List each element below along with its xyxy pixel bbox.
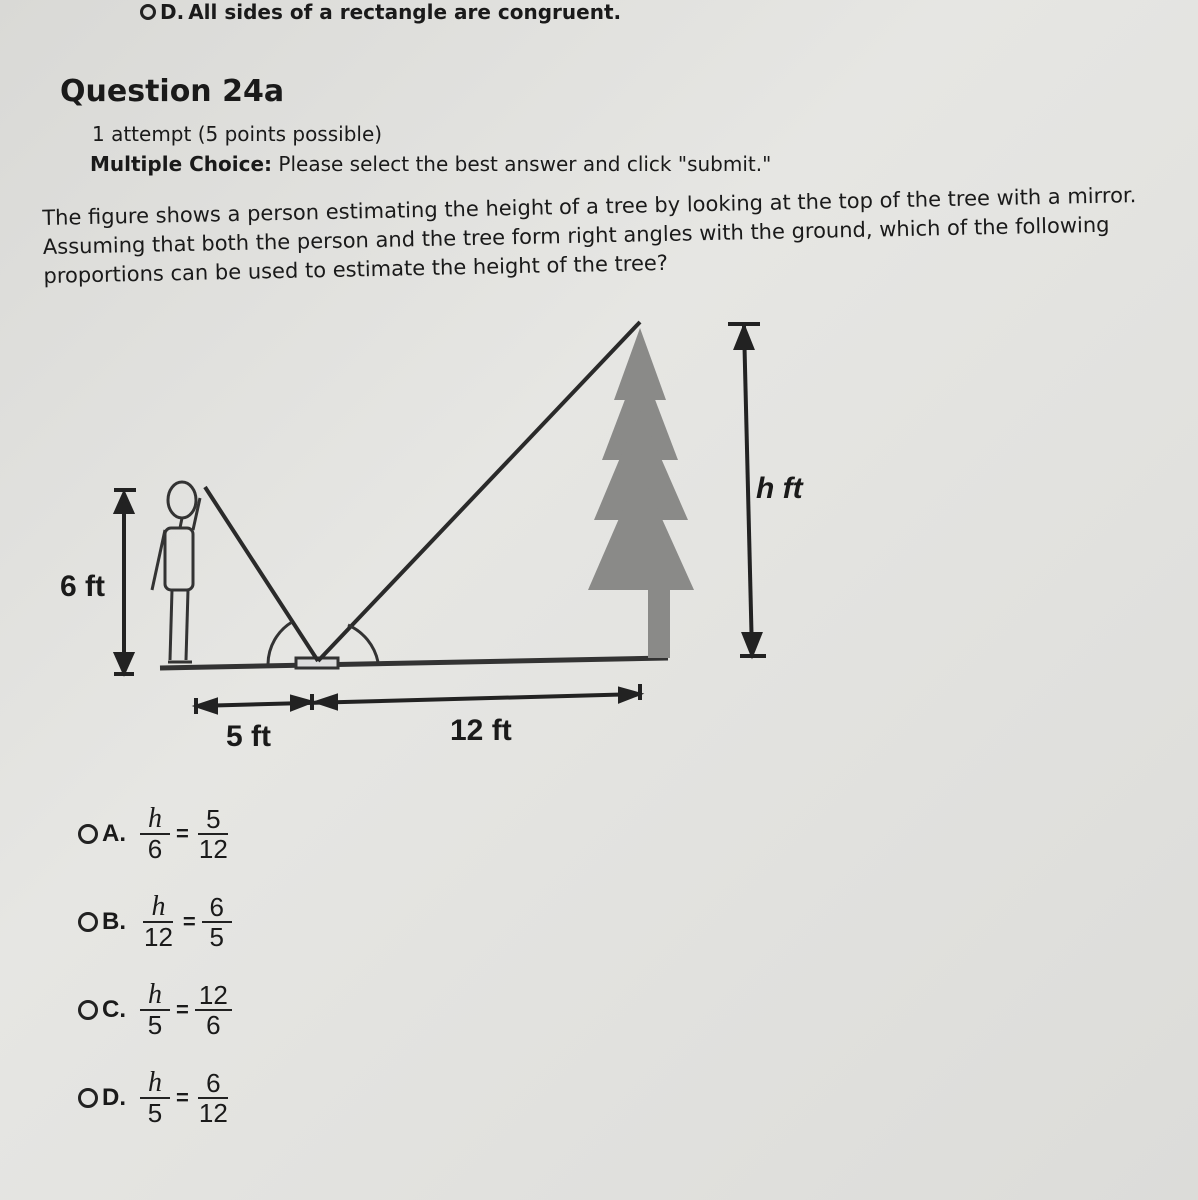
tree-height-label: h ft [756, 472, 803, 505]
question-stem: The figure shows a person estimating the height of a tree by looking at the top of the tree with a mirror. Assuming that both the person and the tree form right angles with the ground, which of the following proportions can be used to estimate the height of the tree? [42, 183, 1137, 288]
angle-arc-right [348, 625, 378, 662]
fraction-right [195, 981, 232, 1039]
denominator: 5 [209, 922, 225, 952]
question-title: Question 24a [60, 74, 285, 109]
attempt-info: 1 attempt (5 points possible) [92, 122, 383, 146]
equals-sign: = [176, 821, 189, 846]
tree-figure [588, 328, 694, 658]
option-letter: D. [160, 0, 185, 24]
option-text: All sides of a rectangle are congruent. [188, 0, 622, 24]
sight-line-person [205, 487, 318, 661]
person-height-dimension [114, 490, 136, 674]
numerator: h [140, 805, 170, 835]
distance-label-5: 5 ft [226, 720, 271, 753]
numerator: 6 [202, 893, 232, 923]
radio-button[interactable] [78, 824, 98, 844]
answer-choices [78, 790, 238, 1142]
fraction-left [140, 1069, 170, 1127]
fraction-left [140, 805, 170, 863]
choice-d[interactable] [78, 1054, 238, 1142]
numerator: h [140, 1069, 170, 1099]
instruction-label: Multiple Choice: [90, 152, 273, 176]
denominator: 12 [198, 1098, 228, 1128]
fraction-right [195, 1069, 232, 1127]
equals-sign: = [176, 997, 189, 1022]
denominator: 5 [147, 1098, 163, 1128]
person-figure [152, 482, 200, 662]
instruction-text: Please select the best answer and click "submit." [272, 152, 772, 176]
choice-letter: A. [102, 820, 126, 847]
fraction-right [202, 893, 232, 951]
fraction-left [140, 893, 177, 951]
radio-button[interactable] [78, 1088, 98, 1108]
denominator: 5 [147, 1010, 163, 1040]
denominator: 12 [198, 834, 228, 864]
fraction-left [140, 981, 170, 1039]
choice-letter: B. [102, 908, 126, 935]
numerator: 6 [198, 1069, 228, 1099]
ground-line [160, 658, 668, 668]
numerator: 5 [198, 805, 228, 835]
distance-label-12: 12 ft [450, 714, 512, 747]
horizontal-dimensions [196, 684, 640, 714]
angle-arc-left [268, 622, 292, 664]
fraction-right [195, 805, 232, 863]
choice-letter: D. [102, 1084, 126, 1111]
denominator: 12 [144, 922, 173, 952]
denominator: 6 [147, 834, 163, 864]
choice-letter: C. [102, 996, 126, 1023]
numerator: 12 [195, 981, 232, 1011]
person-height-label: 6 ft [60, 570, 105, 603]
denominator: 6 [206, 1010, 221, 1040]
sight-line-tree [318, 322, 640, 661]
numerator: h [143, 893, 173, 923]
equals-sign: = [182, 909, 196, 934]
equals-sign: = [176, 1085, 189, 1110]
choice-a[interactable] [78, 790, 238, 878]
radio-button[interactable] [78, 1000, 98, 1020]
choice-c[interactable] [78, 966, 238, 1054]
choice-b[interactable] [78, 878, 238, 966]
radio-button[interactable] [78, 912, 98, 932]
numerator: h [140, 981, 170, 1011]
